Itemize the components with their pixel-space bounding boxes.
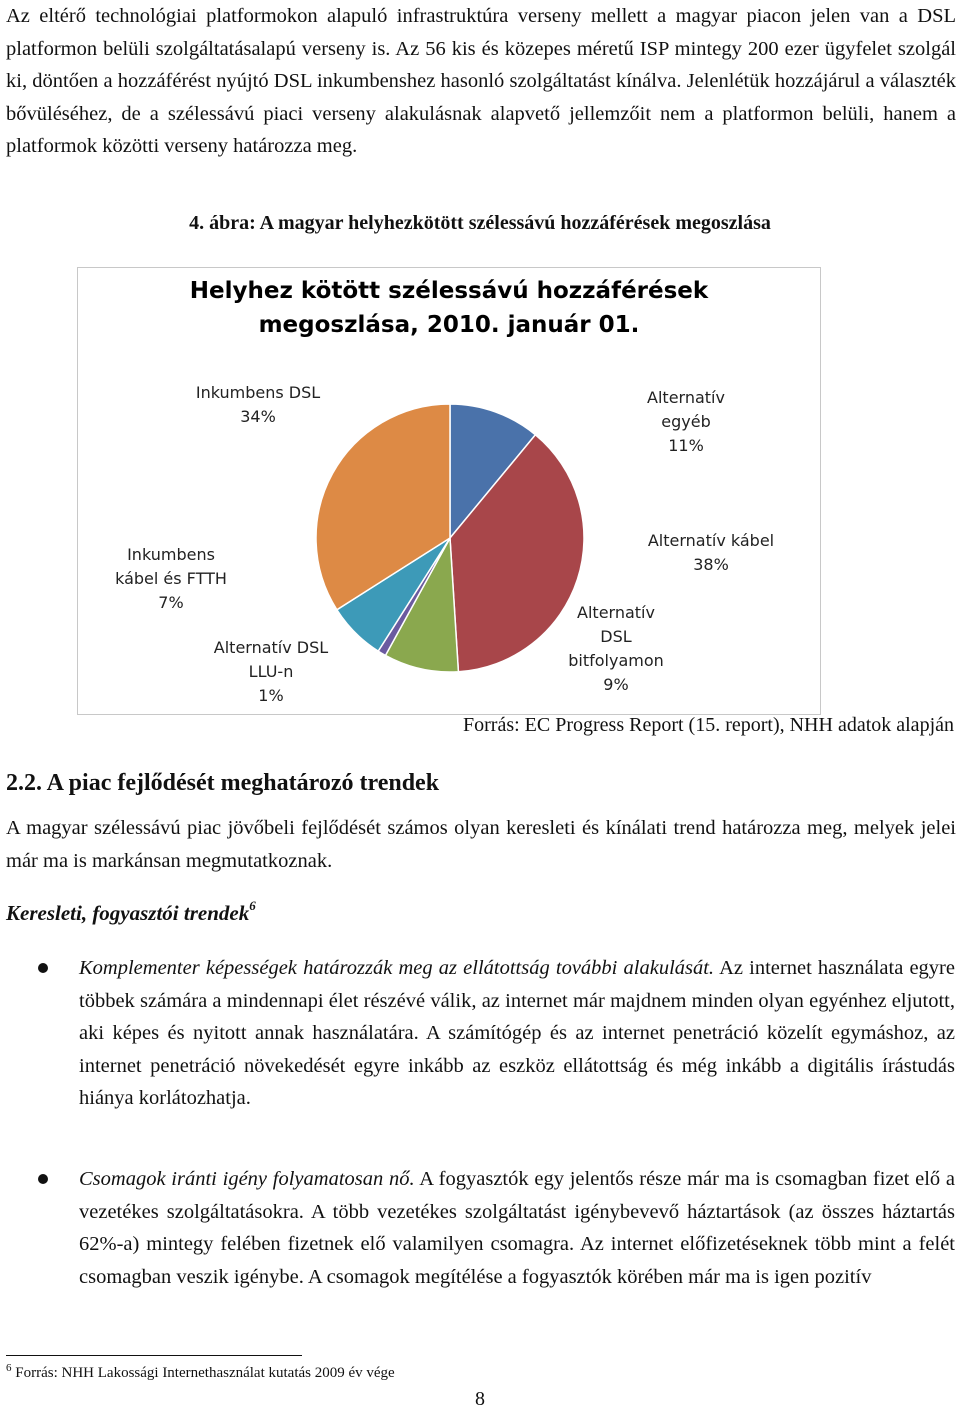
slice-label-6: Inkumbens DSL	[195, 383, 321, 402]
footnote-text: Forrás: NHH Lakossági Internethasználat kutatás 2009 év vége	[15, 1365, 395, 1381]
trend-item-2	[79, 1163, 955, 1293]
slice-label-5: kábel és FTTH	[115, 569, 227, 588]
slice-label-2: Alternatív kábel	[647, 531, 775, 550]
subsection-title: Keresleti, fogyasztói trendek	[6, 901, 250, 925]
trend-item-1-lead: Komplementer képességek határozzák meg az ellátottság további alakulását.	[79, 957, 715, 979]
slice-label-1: Alternatív	[647, 388, 725, 407]
section-heading: 2.2. A piac fejlődését meghatározó trendek	[6, 770, 440, 796]
footnote	[6, 1362, 395, 1382]
slice-label-3: Alternatív	[577, 603, 655, 622]
page-number: 8	[475, 1388, 485, 1410]
bullet-icon	[38, 963, 48, 973]
bullet-icon	[38, 1174, 48, 1184]
chart-title-line-2: megoszlása, 2010. január 01.	[258, 312, 640, 338]
trend-item-2-body: A fogyasztók egy jelentős része már ma is csomagban fizet elő a vezetékes szolgáltatásokra. A több vezetékes szolgáltatást igénybevevő háztartások (az összes háztartás 62%-a) mintegy felében fizetnek elő valamilyen csomagra. Az internet előfizetéseknek több mint a felét csomagban veszik igénybe. A csomagok megítélése a fogyasztók körében már ma is igen pozitív	[79, 1168, 955, 1288]
slice-value-label-1: 11%	[668, 436, 704, 455]
intro-paragraph: Az eltérő technológiai platformokon alapuló infrastruktúra verseny mellett a magyar piacon jelen van a DSL platformon belüli szolgáltatásalapú verseny is. Az 56 kis és közepes méretű ISP mintegy 200 ezer ügyfelet szolgál ki, döntően a hozzáférést nyújtó DSL inkumbenshez hasonló szolgáltatást kínálva. Jelenlétük hozzájárul a választék bővüléséhez, de a szélessávú piaci verseny alakulásnak alapvető jellemzőit nem a platformon belüli, hanem a platformok közötti verseny határozza meg.	[6, 5, 956, 157]
subsection-heading	[6, 898, 256, 926]
slice-label-5: Inkumbens	[127, 545, 215, 564]
slice-value-label-2: 38%	[693, 555, 729, 574]
chart-title-line-1: Helyhez kötött szélessávú hozzáférések	[189, 278, 709, 304]
slice-label-1: egyéb	[661, 412, 711, 431]
slice-value-label-4: 1%	[258, 686, 284, 705]
footnote-reference: 6	[249, 898, 256, 913]
trend-item-1-body: Az internet használata egyre többek számára a mindennapi élet részévé válik, az internet már majdnem minden olyan egyénhez eljutott, aki képes és nyitott annak használatára. A számítógép és az internet penetráció közelít egymáshoz, az internet penetráció növekedését egyre inkább az eszköz ellátottság és még inkább a digitális írástudás hiánya korlátozhatja.	[79, 957, 955, 1109]
slice-label-4: Alternatív DSL	[213, 638, 329, 657]
slice-label-3: bitfolyamon	[568, 651, 664, 670]
footnote-marker: 6	[6, 1362, 12, 1374]
slice-value-label-6: 34%	[240, 407, 276, 426]
section-intro-paragraph: A magyar szélessávú piac jövőbeli fejlődését számos olyan keresleti és kínálati trend határozza meg, melyek jelei már ma is markánsan megmutatkoznak.	[6, 817, 956, 872]
pie-chart	[78, 268, 820, 714]
footnote-divider	[6, 1355, 302, 1356]
pie-chart-frame	[77, 267, 821, 715]
trend-item-2-lead: Csomagok iránti igény folyamatosan nő.	[79, 1168, 415, 1190]
figure-caption: 4. ábra: A magyar helyhezkötött szélessávú hozzáférések megoszlása	[189, 212, 771, 234]
figure-source: Forrás: EC Progress Report (15. report), NHH adatok alapján	[463, 714, 954, 736]
slice-label-3: DSL	[600, 627, 632, 646]
slice-value-label-3: 9%	[603, 675, 629, 694]
slice-label-4: LLU-n	[248, 662, 294, 681]
slice-value-label-5: 7%	[158, 593, 184, 612]
trend-item-1	[79, 952, 955, 1115]
